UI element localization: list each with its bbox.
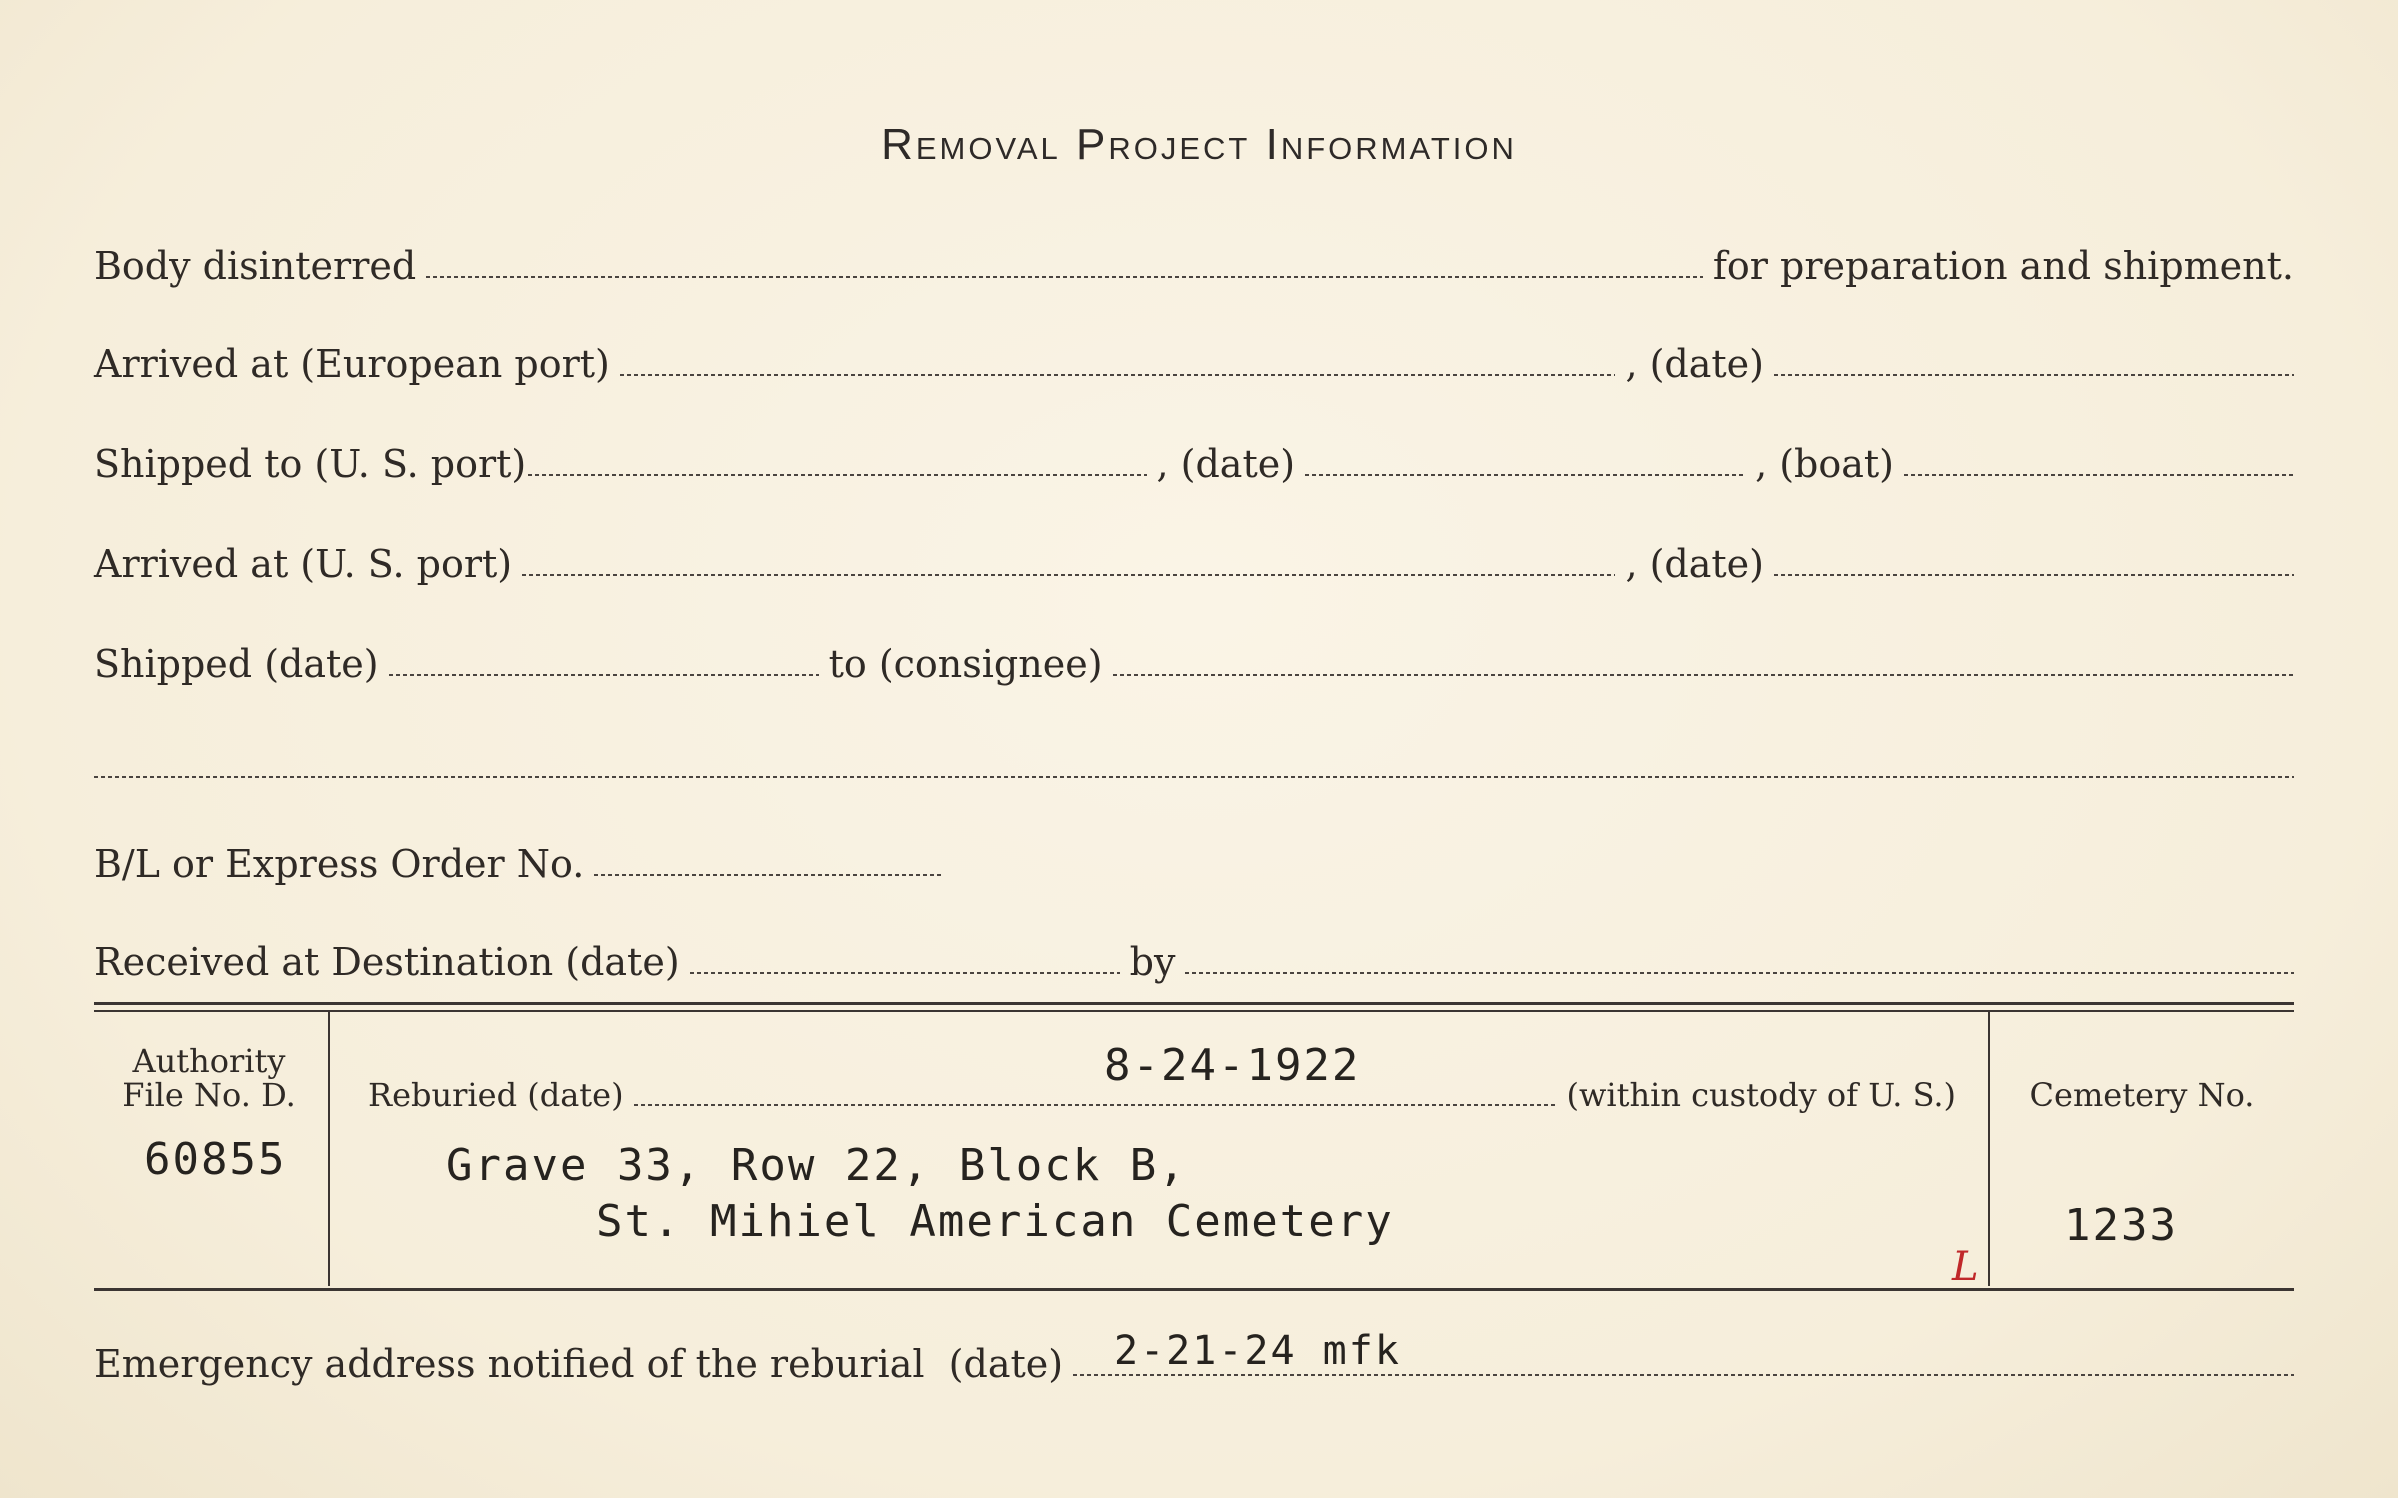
- row-bl-order: [94, 844, 2294, 884]
- grave-location-line2: St. Mihiel American Cemetery: [596, 1196, 1394, 1247]
- emergency-date-field: [1073, 1374, 2294, 1376]
- reburied-date-value: 8-24-1922: [1104, 1040, 1361, 1091]
- box-divider-left: [328, 1012, 330, 1286]
- arrived-euro-label: Arrived at (European port): [94, 342, 610, 386]
- box-top-rule-1: [94, 1002, 2294, 1005]
- shipped-to-boat-field: [1904, 474, 2294, 476]
- red-check-mark: L: [1952, 1244, 1979, 1290]
- arrived-euro-port-field: [620, 374, 1616, 376]
- shipped-to-date-field: [1305, 474, 1745, 476]
- row-arrived-us: [94, 544, 2294, 584]
- emergency-label: Emergency address notified of the reburial (date): [94, 1342, 1064, 1386]
- card-title: Removal Project Information: [881, 120, 1517, 169]
- arrived-euro-date-label: , (date): [1625, 342, 1764, 386]
- shipped-to-boat-label: , (boat): [1755, 442, 1894, 486]
- custody-label: (within custody of U. S.): [1566, 1076, 1956, 1114]
- bl-order-field: [594, 874, 944, 876]
- reburied-label: Reburied (date): [368, 1076, 624, 1114]
- received-date-field: [690, 972, 1120, 974]
- reburied-date-field: [634, 1104, 1557, 1106]
- disinterred-field: [426, 276, 1703, 278]
- row-shipped-to: [94, 444, 2294, 484]
- arrived-us-date-field: [1774, 574, 2294, 576]
- disinterred-suffix: for preparation and shipment.: [1712, 244, 2294, 288]
- shipped-to-date-label: , (date): [1156, 442, 1296, 486]
- arrived-us-label: Arrived at (U. S. port): [94, 542, 513, 586]
- authority-label-line1: Authority: [132, 1042, 286, 1080]
- consignee-label: to (consignee): [828, 642, 1103, 686]
- shipped-to-label: Shipped to (U. S. port): [94, 442, 527, 486]
- row-disinterred: [94, 246, 2294, 286]
- grave-location-line1: Grave 33, Row 22, Block B,: [446, 1140, 1187, 1191]
- arrived-euro-date-field: [1774, 374, 2294, 376]
- bl-label: B/L or Express Order No.: [94, 842, 585, 886]
- received-by-label: by: [1129, 940, 1176, 984]
- authority-label-line2: File No. D.: [122, 1076, 296, 1114]
- consignee-continuation-field: [94, 776, 2294, 778]
- arrived-us-date-label: , (date): [1625, 542, 1764, 586]
- consignee-field: [1113, 674, 2294, 676]
- row-shipped-date: [94, 644, 2294, 684]
- reburied-row: [368, 1078, 1956, 1112]
- shipped-date-field: [389, 674, 819, 676]
- box-divider-right: [1988, 1012, 1990, 1286]
- cemetery-number: 1233: [2064, 1200, 2178, 1251]
- disinterred-label: Body disinterred: [94, 244, 417, 288]
- shipped-date-label: Shipped (date): [94, 642, 379, 686]
- row-received: [94, 942, 2294, 982]
- authority-label: [94, 1044, 324, 1112]
- cemetery-label: Cemetery No.: [2029, 1076, 2255, 1114]
- received-by-field: [1185, 972, 2294, 974]
- received-label: Received at Destination (date): [94, 940, 680, 984]
- arrived-us-port-field: [522, 574, 1615, 576]
- emergency-value: 2-21-24 mfk: [1114, 1328, 1401, 1374]
- shipped-to-port-field: [528, 474, 1146, 476]
- row-arrived-european: [94, 344, 2294, 384]
- box-top-rule-2: [94, 1010, 2294, 1012]
- authority-file-number: 60855: [144, 1134, 287, 1185]
